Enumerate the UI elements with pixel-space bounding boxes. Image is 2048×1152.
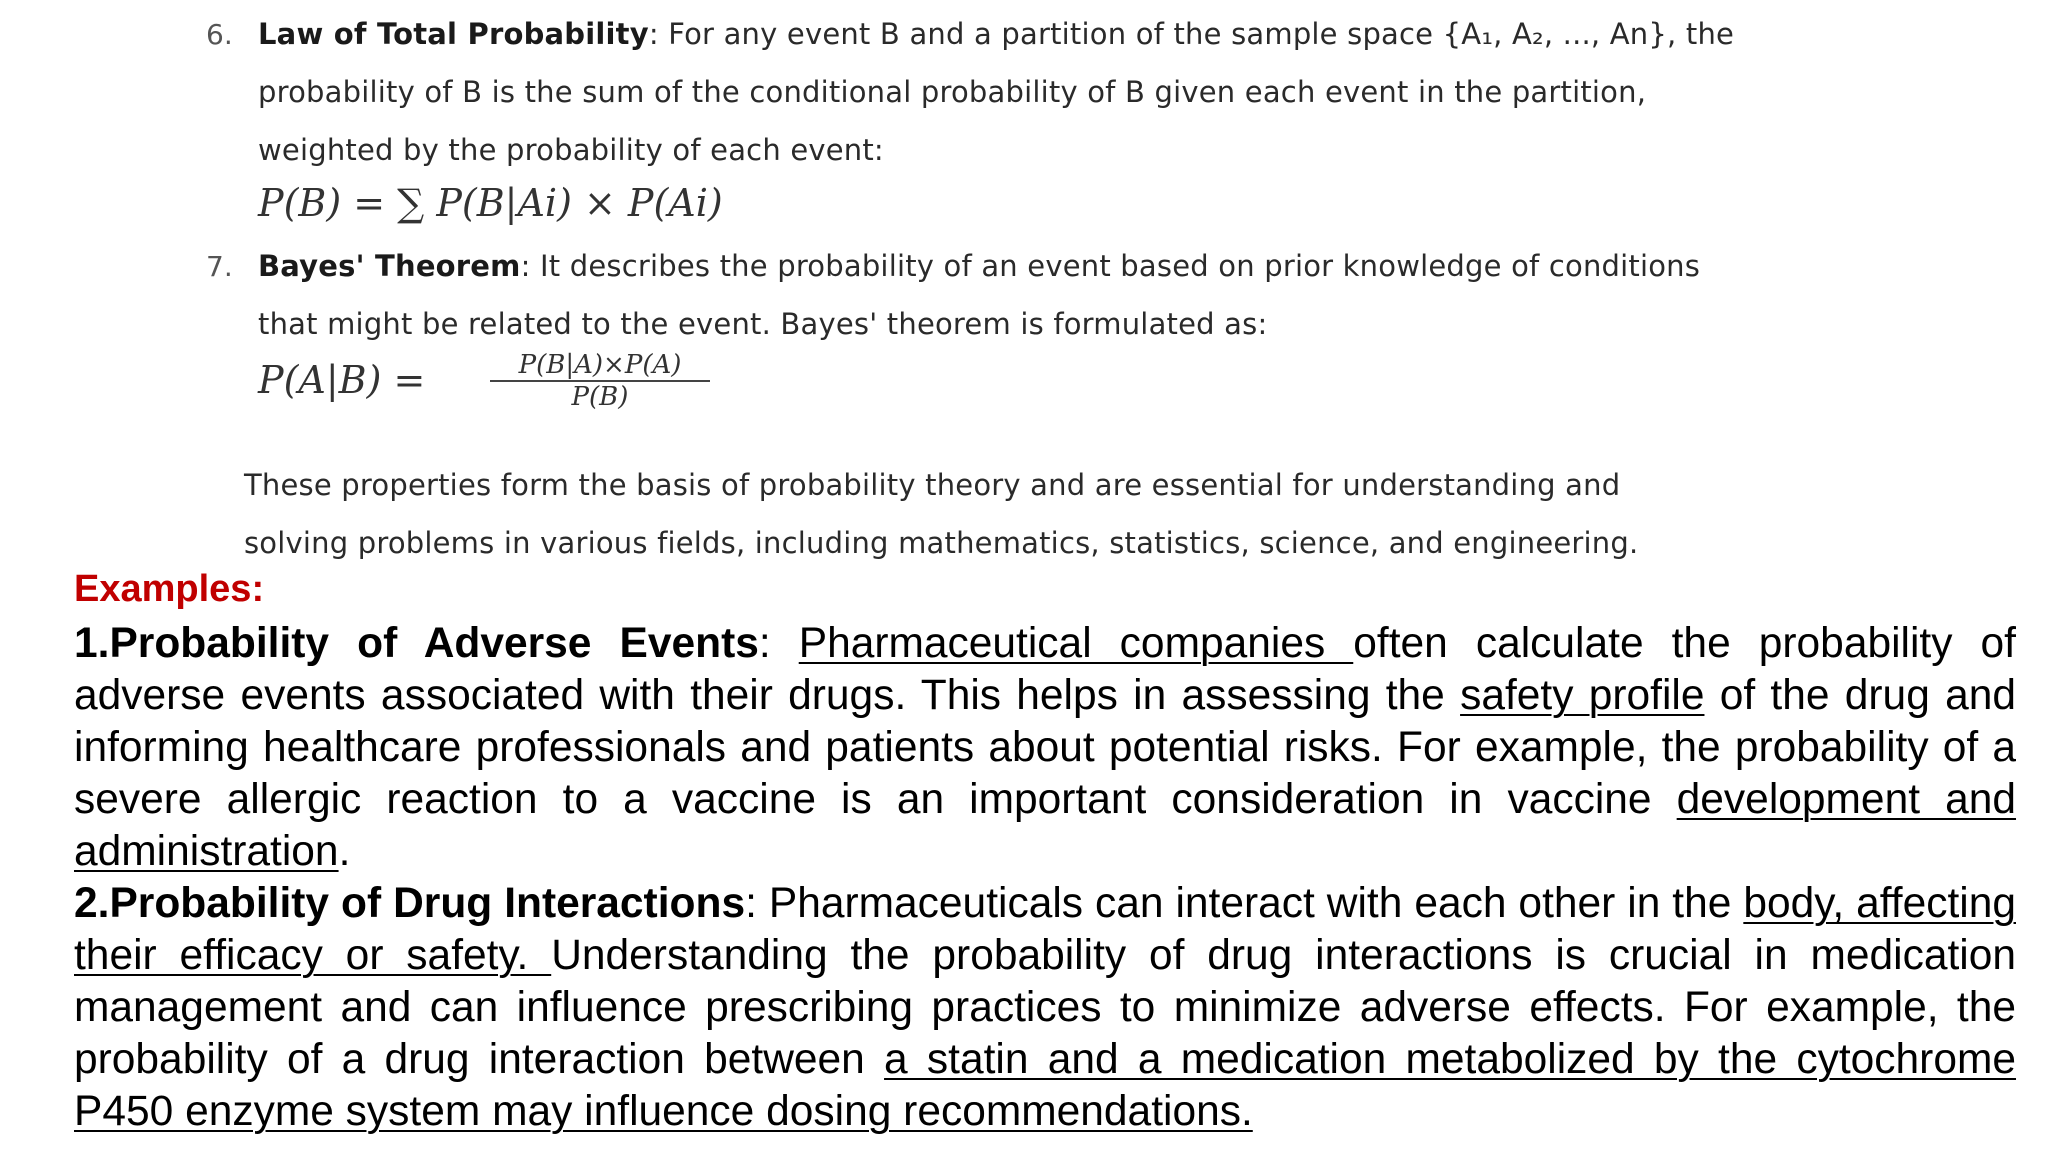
closing-line1: These properties form the basis of probability theory and are essential for understanding and	[244, 468, 1621, 502]
example-2-underlined-1: body, affecting their efficacy or safety.	[74, 880, 2016, 979]
bayes-formula-fraction	[490, 351, 710, 411]
bayes-formula-lhs: P(A|B) =	[258, 358, 426, 402]
example-1-text-1: often calculate the probability of adverse events associated with their drugs. This helps in assessing the	[74, 620, 2016, 719]
examples-body	[74, 618, 2016, 1138]
example-1	[74, 618, 2016, 878]
example-2-text-2: Understanding the probability of drug interactions is crucial in medication management and can influence prescribing practices to minimize adverse effects. For example, the probability of a drug interaction between	[74, 932, 2016, 1083]
bayes-theorem-line2: that might be related to the event. Bayes' theorem is formulated as:	[258, 307, 1268, 341]
list-number-6: 6.	[206, 18, 233, 51]
bayes-theorem-line1	[258, 249, 1700, 283]
example-2-colon: :	[745, 880, 769, 927]
example-1-text-2: of the drug and informing healthcare professionals and patients about potential risks. For example, the probability of a severe allergic reaction to a vaccine is an important consideration in vaccine	[74, 672, 2016, 823]
closing-line2: solving problems in various fields, including mathematics, statistics, science, and engineering.	[244, 526, 1639, 560]
list-number-7: 7.	[206, 250, 233, 283]
example-1-underlined-3: development and administration	[74, 776, 2017, 875]
example-1-title: 1.Probability of Adverse Events	[74, 620, 759, 667]
example-2-title: 2.Probability of Drug Interactions	[74, 880, 746, 927]
law-total-probability-line2: probability of B is the sum of the conditional probability of B given each event in the partition,	[258, 75, 1647, 109]
example-1-text-3: .	[338, 828, 351, 875]
total-probability-formula: P(B) = ∑ P(B|Ai) × P(Ai)	[258, 181, 723, 225]
example-1-underlined-1: Pharmaceutical companies	[798, 620, 1354, 667]
example-2-underlined-2: a statin and a medication metabolized by the cytochrome P450 enzyme system may influence dosing recommendations.	[74, 1036, 2017, 1135]
law-total-probability-title: Law of Total Probability	[258, 17, 649, 51]
law-total-probability-line3: weighted by the probability of each event:	[258, 133, 884, 167]
example-2	[74, 878, 2016, 1138]
bayes-theorem-title: Bayes' Theorem	[258, 249, 521, 283]
law-total-probability-line1	[258, 17, 1734, 51]
example-2-text-1: Pharmaceuticals can interact with each other in the	[768, 880, 1744, 927]
bayes-formula-denominator: P(B)	[571, 382, 629, 412]
example-1-colon: :	[758, 620, 799, 667]
examples-heading: Examples:	[74, 568, 265, 610]
example-1-underlined-2: safety profile	[1460, 672, 1705, 719]
bayes-theorem-text: : It describes the probability of an event based on prior knowledge of conditions	[520, 249, 1701, 283]
law-total-probability-text: : For any event B and a partition of the sample space {A₁, A₂, ..., An}, the	[648, 17, 1735, 51]
bayes-formula-numerator: P(B|A)×P(A)	[518, 350, 682, 380]
